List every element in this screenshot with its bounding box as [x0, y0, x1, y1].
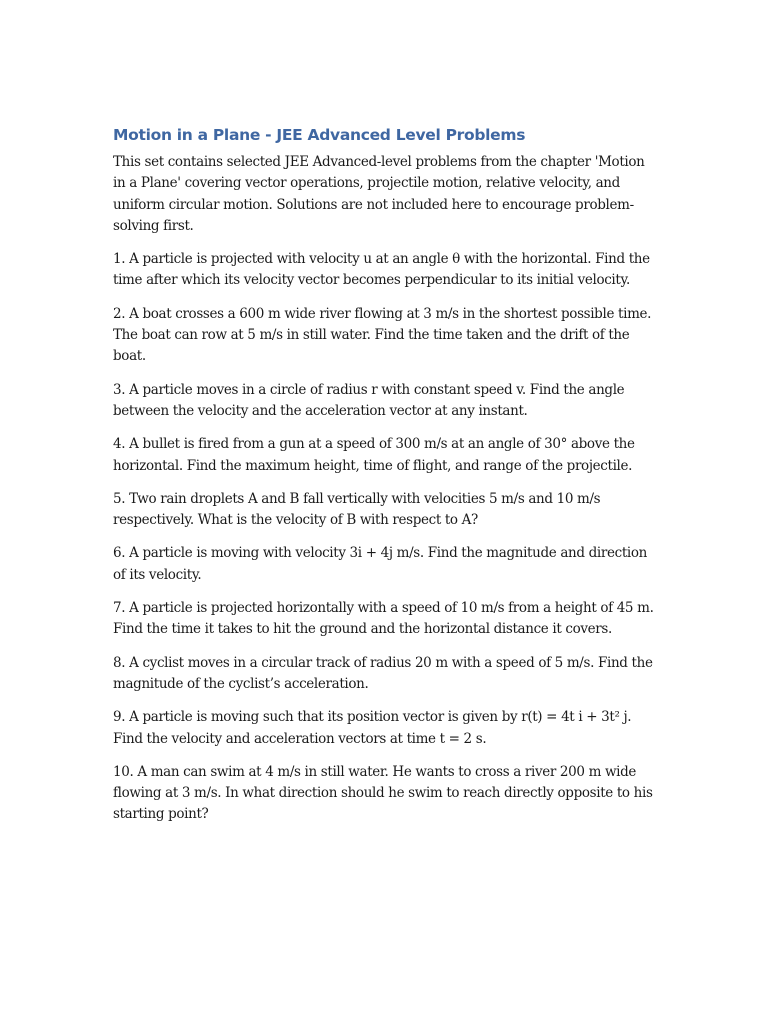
problem-6: 6. A particle is moving with velocity 3i + 4j m/s. Find the magnitude and direction of its velocity.	[113, 545, 648, 583]
problem-3: 3. A particle moves in a circle of radius r with constant speed v. Find the angle between the velocity and the acceleration vector at any instant.	[113, 381, 625, 419]
problem-7: 7. A particle is projected horizontally with a speed of 10 m/s from a height of 45 m. Find the time it takes to hit the ground and the horizontal distance it covers.	[113, 600, 654, 638]
problem-10: 10. A man can swim at 4 m/s in still water. He wants to cross a river 200 m wide flowing at 3 m/s. In what direction should he swim to reach directly opposite to his starting point?	[113, 763, 653, 823]
problem-9: 9. A particle is moving such that its position vector is given by r(t) = 4t i + 3t² j. Find the velocity and acceleration vectors at time t = 2 s.	[113, 709, 632, 747]
problem-5: 5. Two rain droplets A and B fall vertically with velocities 5 m/s and 10 m/s respectively. What is the velocity of B with respect to A?	[113, 490, 601, 529]
document-title: Motion in a Plane - JEE Advanced Level Problems	[113, 126, 526, 144]
problem-1: 1. A particle is projected with velocity u at an angle θ with the horizontal. Find the time after which its velocity vector becomes perpendicular to its initial velocity.	[113, 251, 650, 289]
problem-4: 4. A bullet is fired from a gun at a speed of 300 m/s at an angle of 30° above the horizontal. Find the maximum height, time of flight, and range of the projectile.	[113, 436, 635, 474]
problem-2: 2. A boat crosses a 600 m wide river flowing at 3 m/s in the shortest possible time. The boat can row at 5 m/s in still water. Find the time taken and the drift of the boat.	[113, 305, 652, 365]
intro-paragraph: This set contains selected JEE Advanced-level problems from the chapter 'Motion in a Plane' covering vector operations, projectile motion, relative velocity, and uniform circular motion. Solutions are not included here to encourage problem-solving first.	[113, 154, 645, 234]
document-page	[113, 124, 658, 838]
problem-8: 8. A cyclist moves in a circular track of radius 20 m with a speed of 5 m/s. Find the magnitude of the cyclist’s acceleration.	[113, 654, 653, 692]
